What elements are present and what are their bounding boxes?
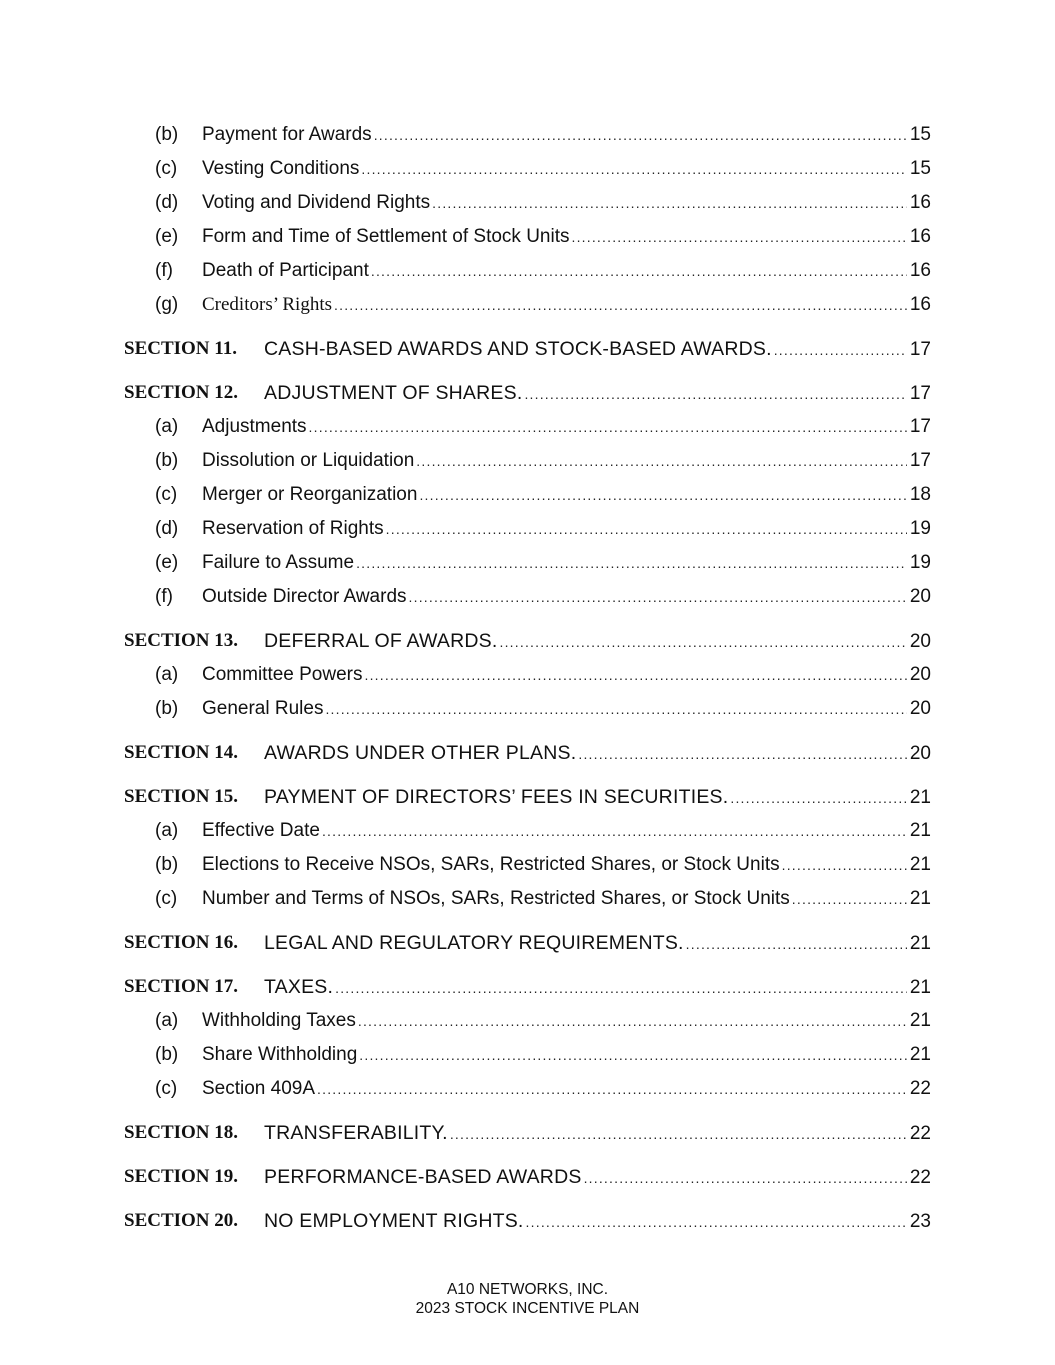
toc-entry-line bbox=[264, 1116, 931, 1151]
toc-entry-number: SECTION 19. bbox=[124, 1166, 239, 1187]
toc-entry-title[interactable]: LEGAL AND REGULATORY REQUIREMENTS. bbox=[264, 932, 684, 954]
dot-leader bbox=[371, 254, 907, 288]
toc-entry-line bbox=[202, 546, 931, 580]
toc-entry-title[interactable]: PERFORMANCE-BASED AWARDS bbox=[264, 1166, 582, 1188]
dot-leader bbox=[571, 220, 907, 254]
dot-leader bbox=[359, 1038, 907, 1072]
toc-page-number: 23 bbox=[909, 1211, 931, 1232]
toc-entry-line bbox=[202, 254, 931, 288]
toc-entry-number: SECTION 16. bbox=[124, 932, 239, 953]
toc-entry-number: (f) bbox=[155, 260, 173, 281]
dot-leader bbox=[500, 625, 908, 659]
dot-leader bbox=[335, 971, 907, 1005]
toc-entry-title[interactable]: Form and Time of Settlement of Stock Units bbox=[202, 226, 570, 247]
toc-page-number: 21 bbox=[909, 820, 931, 841]
dot-leader bbox=[409, 580, 907, 614]
toc-entry-title[interactable]: PAYMENT OF DIRECTORS’ FEES IN SECURITIES. bbox=[264, 786, 729, 808]
dot-leader bbox=[432, 186, 907, 220]
toc-page-number: 20 bbox=[909, 631, 931, 652]
dot-leader bbox=[578, 737, 907, 771]
toc-entry-line bbox=[264, 1160, 931, 1195]
toc-page-number: 21 bbox=[909, 854, 931, 875]
toc-section-row[interactable] bbox=[0, 970, 1055, 1004]
toc-entry-number: SECTION 14. bbox=[124, 742, 239, 763]
toc-entry-number: (a) bbox=[155, 664, 179, 685]
dot-leader bbox=[584, 1161, 907, 1195]
toc-subsection-row[interactable] bbox=[0, 254, 1055, 288]
toc-entry-title[interactable]: Vesting Conditions bbox=[202, 158, 360, 179]
toc-page-number: 19 bbox=[909, 552, 931, 573]
dot-leader bbox=[450, 1117, 907, 1151]
toc-entry-line bbox=[264, 376, 931, 411]
toc-entry-number: SECTION 15. bbox=[124, 786, 239, 807]
toc-entry-line bbox=[264, 624, 931, 659]
toc-entry-line bbox=[264, 926, 931, 961]
toc-entry-title[interactable]: Reservation of Rights bbox=[202, 518, 384, 539]
toc-entry-number: (a) bbox=[155, 1010, 179, 1031]
toc-entry-number: (e) bbox=[155, 552, 179, 573]
toc-entry-title[interactable]: TRANSFERABILITY. bbox=[264, 1122, 448, 1144]
toc-entry-number: SECTION 17. bbox=[124, 976, 239, 997]
toc-entry-title[interactable]: General Rules bbox=[202, 698, 324, 719]
dot-leader bbox=[309, 410, 907, 444]
toc-page-number: 21 bbox=[909, 977, 931, 998]
toc-page-number: 17 bbox=[909, 339, 931, 360]
toc-entry-number: (c) bbox=[155, 888, 178, 909]
toc-entry-line bbox=[264, 736, 931, 771]
toc-entry-line bbox=[202, 848, 931, 882]
toc-entry-number: (a) bbox=[155, 820, 179, 841]
dot-leader bbox=[334, 288, 907, 322]
toc-page-number: 22 bbox=[909, 1078, 931, 1099]
toc-subsection-row[interactable] bbox=[0, 152, 1055, 186]
toc-entry-title[interactable]: Merger or Reorganization bbox=[202, 484, 418, 505]
toc-entry-title[interactable]: Payment for Awards bbox=[202, 124, 372, 145]
toc-entry-number: (e) bbox=[155, 226, 179, 247]
toc-entry-number: (b) bbox=[155, 450, 179, 471]
toc-page-number: 22 bbox=[909, 1167, 931, 1188]
dot-leader bbox=[416, 444, 907, 478]
footer-company: A10 NETWORKS, INC. bbox=[446, 1281, 609, 1298]
toc-entry-line bbox=[264, 780, 931, 815]
toc-entry-number: SECTION 12. bbox=[124, 382, 239, 403]
toc-page-number: 16 bbox=[909, 226, 931, 247]
toc-entry-line bbox=[202, 692, 931, 726]
toc-entry-line bbox=[202, 152, 931, 186]
footer-plan-title: 2023 STOCK INCENTIVE PLAN bbox=[415, 1300, 640, 1317]
toc-entry-line bbox=[202, 882, 931, 916]
dot-leader bbox=[361, 152, 907, 186]
dot-leader bbox=[374, 118, 907, 152]
dot-leader bbox=[782, 848, 907, 882]
toc-entry-number: (b) bbox=[155, 698, 179, 719]
toc-entry-line bbox=[202, 444, 931, 478]
toc-subsection-row[interactable] bbox=[0, 1038, 1055, 1072]
toc-entry-number: (c) bbox=[155, 158, 178, 179]
toc-entry-title[interactable]: Committee Powers bbox=[202, 664, 363, 685]
dot-leader bbox=[356, 546, 907, 580]
dot-leader bbox=[526, 1205, 907, 1239]
toc-entry-number: (b) bbox=[155, 1044, 179, 1065]
toc-entry-title[interactable]: Share Withholding bbox=[202, 1044, 358, 1065]
toc-page-number: 21 bbox=[909, 933, 931, 954]
toc-page-number: 18 bbox=[909, 484, 931, 505]
toc-subsection-row[interactable] bbox=[0, 410, 1055, 444]
toc-subsection-row[interactable] bbox=[0, 848, 1055, 882]
dot-leader bbox=[325, 692, 907, 726]
toc-entry-line bbox=[202, 118, 931, 152]
toc-entry-line bbox=[202, 1038, 931, 1072]
toc-section-row[interactable] bbox=[0, 624, 1055, 658]
toc-page-number: 19 bbox=[909, 518, 931, 539]
toc-entry-number: SECTION 13. bbox=[124, 630, 239, 651]
toc-entry-line bbox=[202, 814, 931, 848]
dot-leader bbox=[386, 512, 907, 546]
toc-entry-line bbox=[202, 186, 931, 220]
toc-subsection-row[interactable] bbox=[0, 220, 1055, 254]
dot-leader bbox=[419, 478, 907, 512]
dot-leader bbox=[730, 781, 907, 815]
toc-entry-line bbox=[202, 580, 931, 614]
toc-subsection-row[interactable] bbox=[0, 580, 1055, 614]
toc-section-row[interactable] bbox=[0, 736, 1055, 770]
toc-page-number: 20 bbox=[909, 743, 931, 764]
toc-page-number: 16 bbox=[909, 192, 931, 213]
toc-entry-title[interactable]: Effective Date bbox=[202, 820, 320, 841]
dot-leader bbox=[365, 658, 908, 692]
dot-leader bbox=[686, 927, 907, 961]
toc-entry-title[interactable]: Number and Terms of NSOs, SARs, Restricted Shares, or Stock Units bbox=[202, 888, 790, 909]
toc-section-row[interactable] bbox=[0, 376, 1055, 410]
toc-page-number: 20 bbox=[909, 698, 931, 719]
toc-section-row[interactable] bbox=[0, 1204, 1055, 1238]
toc-page-number: 21 bbox=[909, 888, 931, 909]
toc-entry-line bbox=[264, 1204, 931, 1239]
toc-subsection-row[interactable] bbox=[0, 118, 1055, 152]
toc-entry-title[interactable]: NO EMPLOYMENT RIGHTS. bbox=[264, 1210, 524, 1232]
toc-entry-title[interactable]: CASH-BASED AWARDS AND STOCK-BASED AWARDS. bbox=[264, 338, 772, 360]
toc-subsection-row[interactable] bbox=[0, 478, 1055, 512]
toc-page-number: 20 bbox=[909, 586, 931, 607]
toc-section-row[interactable] bbox=[0, 926, 1055, 960]
toc-page-number: 15 bbox=[909, 158, 931, 179]
toc-entry-line bbox=[202, 1004, 931, 1038]
toc-entry-line bbox=[202, 1072, 931, 1106]
toc-subsection-row[interactable] bbox=[0, 814, 1055, 848]
toc-entry-title[interactable]: ADJUSTMENT OF SHARES. bbox=[264, 382, 523, 404]
toc-subsection-row[interactable] bbox=[0, 186, 1055, 220]
toc-subsection-row[interactable] bbox=[0, 546, 1055, 580]
toc-entry-number: (b) bbox=[155, 124, 179, 145]
toc-section-row[interactable] bbox=[0, 1160, 1055, 1194]
toc-section-row[interactable] bbox=[0, 1116, 1055, 1150]
toc-page-number: 15 bbox=[909, 124, 931, 145]
toc-section-row[interactable] bbox=[0, 780, 1055, 814]
toc-entry-line bbox=[202, 410, 931, 444]
toc-entry-number: SECTION 20. bbox=[124, 1210, 239, 1231]
toc-subsection-row[interactable] bbox=[0, 1004, 1055, 1038]
toc-subsection-row[interactable] bbox=[0, 1072, 1055, 1106]
toc-entry-line bbox=[202, 220, 931, 254]
dot-leader bbox=[792, 882, 907, 916]
toc-entry-number: SECTION 18. bbox=[124, 1122, 239, 1143]
toc-subsection-row[interactable] bbox=[0, 444, 1055, 478]
toc-entry-title[interactable]: Outside Director Awards bbox=[202, 586, 407, 607]
toc-page-number: 21 bbox=[909, 1010, 931, 1031]
toc-subsection-row[interactable] bbox=[0, 512, 1055, 546]
toc-entry-line bbox=[264, 970, 931, 1005]
toc-entry-number: (f) bbox=[155, 586, 173, 607]
dot-leader bbox=[774, 333, 907, 367]
toc-page-number: 21 bbox=[909, 1044, 931, 1065]
toc-page-number: 22 bbox=[909, 1123, 931, 1144]
table-of-contents bbox=[0, 118, 1055, 1238]
toc-entry-number: (a) bbox=[155, 416, 179, 437]
toc-entry-number: (d) bbox=[155, 518, 179, 539]
toc-entry-title[interactable]: Creditors’ Rights bbox=[202, 294, 333, 315]
toc-section-row[interactable] bbox=[0, 332, 1055, 366]
toc-entry-line bbox=[202, 288, 931, 322]
toc-entry-title[interactable]: Death of Participant bbox=[202, 260, 369, 281]
toc-entry-number: (g) bbox=[155, 294, 179, 315]
toc-page-number: 17 bbox=[909, 416, 931, 437]
toc-entry-number: (c) bbox=[155, 484, 178, 505]
dot-leader bbox=[322, 814, 907, 848]
toc-page-number: 16 bbox=[909, 260, 931, 281]
toc-entry-title[interactable]: Dissolution or Liquidation bbox=[202, 450, 415, 471]
toc-entry-number: (d) bbox=[155, 192, 179, 213]
toc-page-number: 16 bbox=[909, 294, 931, 315]
toc-entry-title[interactable]: DEFERRAL OF AWARDS. bbox=[264, 630, 498, 652]
toc-entry-title[interactable]: Failure to Assume bbox=[202, 552, 355, 573]
dot-leader bbox=[317, 1072, 907, 1106]
toc-entry-title[interactable]: Section 409A bbox=[202, 1078, 316, 1099]
toc-entry-title[interactable]: AWARDS UNDER OTHER PLANS. bbox=[264, 742, 577, 764]
toc-page-number: 21 bbox=[909, 787, 931, 808]
toc-page-number: 17 bbox=[909, 450, 931, 471]
page-footer bbox=[0, 1280, 1055, 1318]
toc-subsection-row[interactable] bbox=[0, 882, 1055, 916]
toc-subsection-row[interactable] bbox=[0, 658, 1055, 692]
dot-leader bbox=[524, 377, 907, 411]
toc-entry-title[interactable]: TAXES. bbox=[264, 976, 334, 998]
toc-page-number: 17 bbox=[909, 383, 931, 404]
toc-subsection-row[interactable] bbox=[0, 692, 1055, 726]
toc-entry-number: (b) bbox=[155, 854, 179, 875]
toc-entry-line bbox=[202, 478, 931, 512]
toc-page-number: 20 bbox=[909, 664, 931, 685]
toc-subsection-row[interactable] bbox=[0, 288, 1055, 322]
toc-entry-number: (c) bbox=[155, 1078, 178, 1099]
toc-entry-line bbox=[202, 658, 931, 692]
toc-entry-title[interactable]: Adjustments bbox=[202, 416, 307, 437]
toc-entry-title[interactable]: Voting and Dividend Rights bbox=[202, 192, 431, 213]
toc-entry-line bbox=[264, 332, 931, 367]
toc-entry-number: SECTION 11. bbox=[124, 338, 237, 359]
dot-leader bbox=[358, 1004, 907, 1038]
toc-entry-title[interactable]: Elections to Receive NSOs, SARs, Restricted Shares, or Stock Units bbox=[202, 854, 780, 875]
toc-entry-line bbox=[202, 512, 931, 546]
toc-entry-title[interactable]: Withholding Taxes bbox=[202, 1010, 356, 1031]
